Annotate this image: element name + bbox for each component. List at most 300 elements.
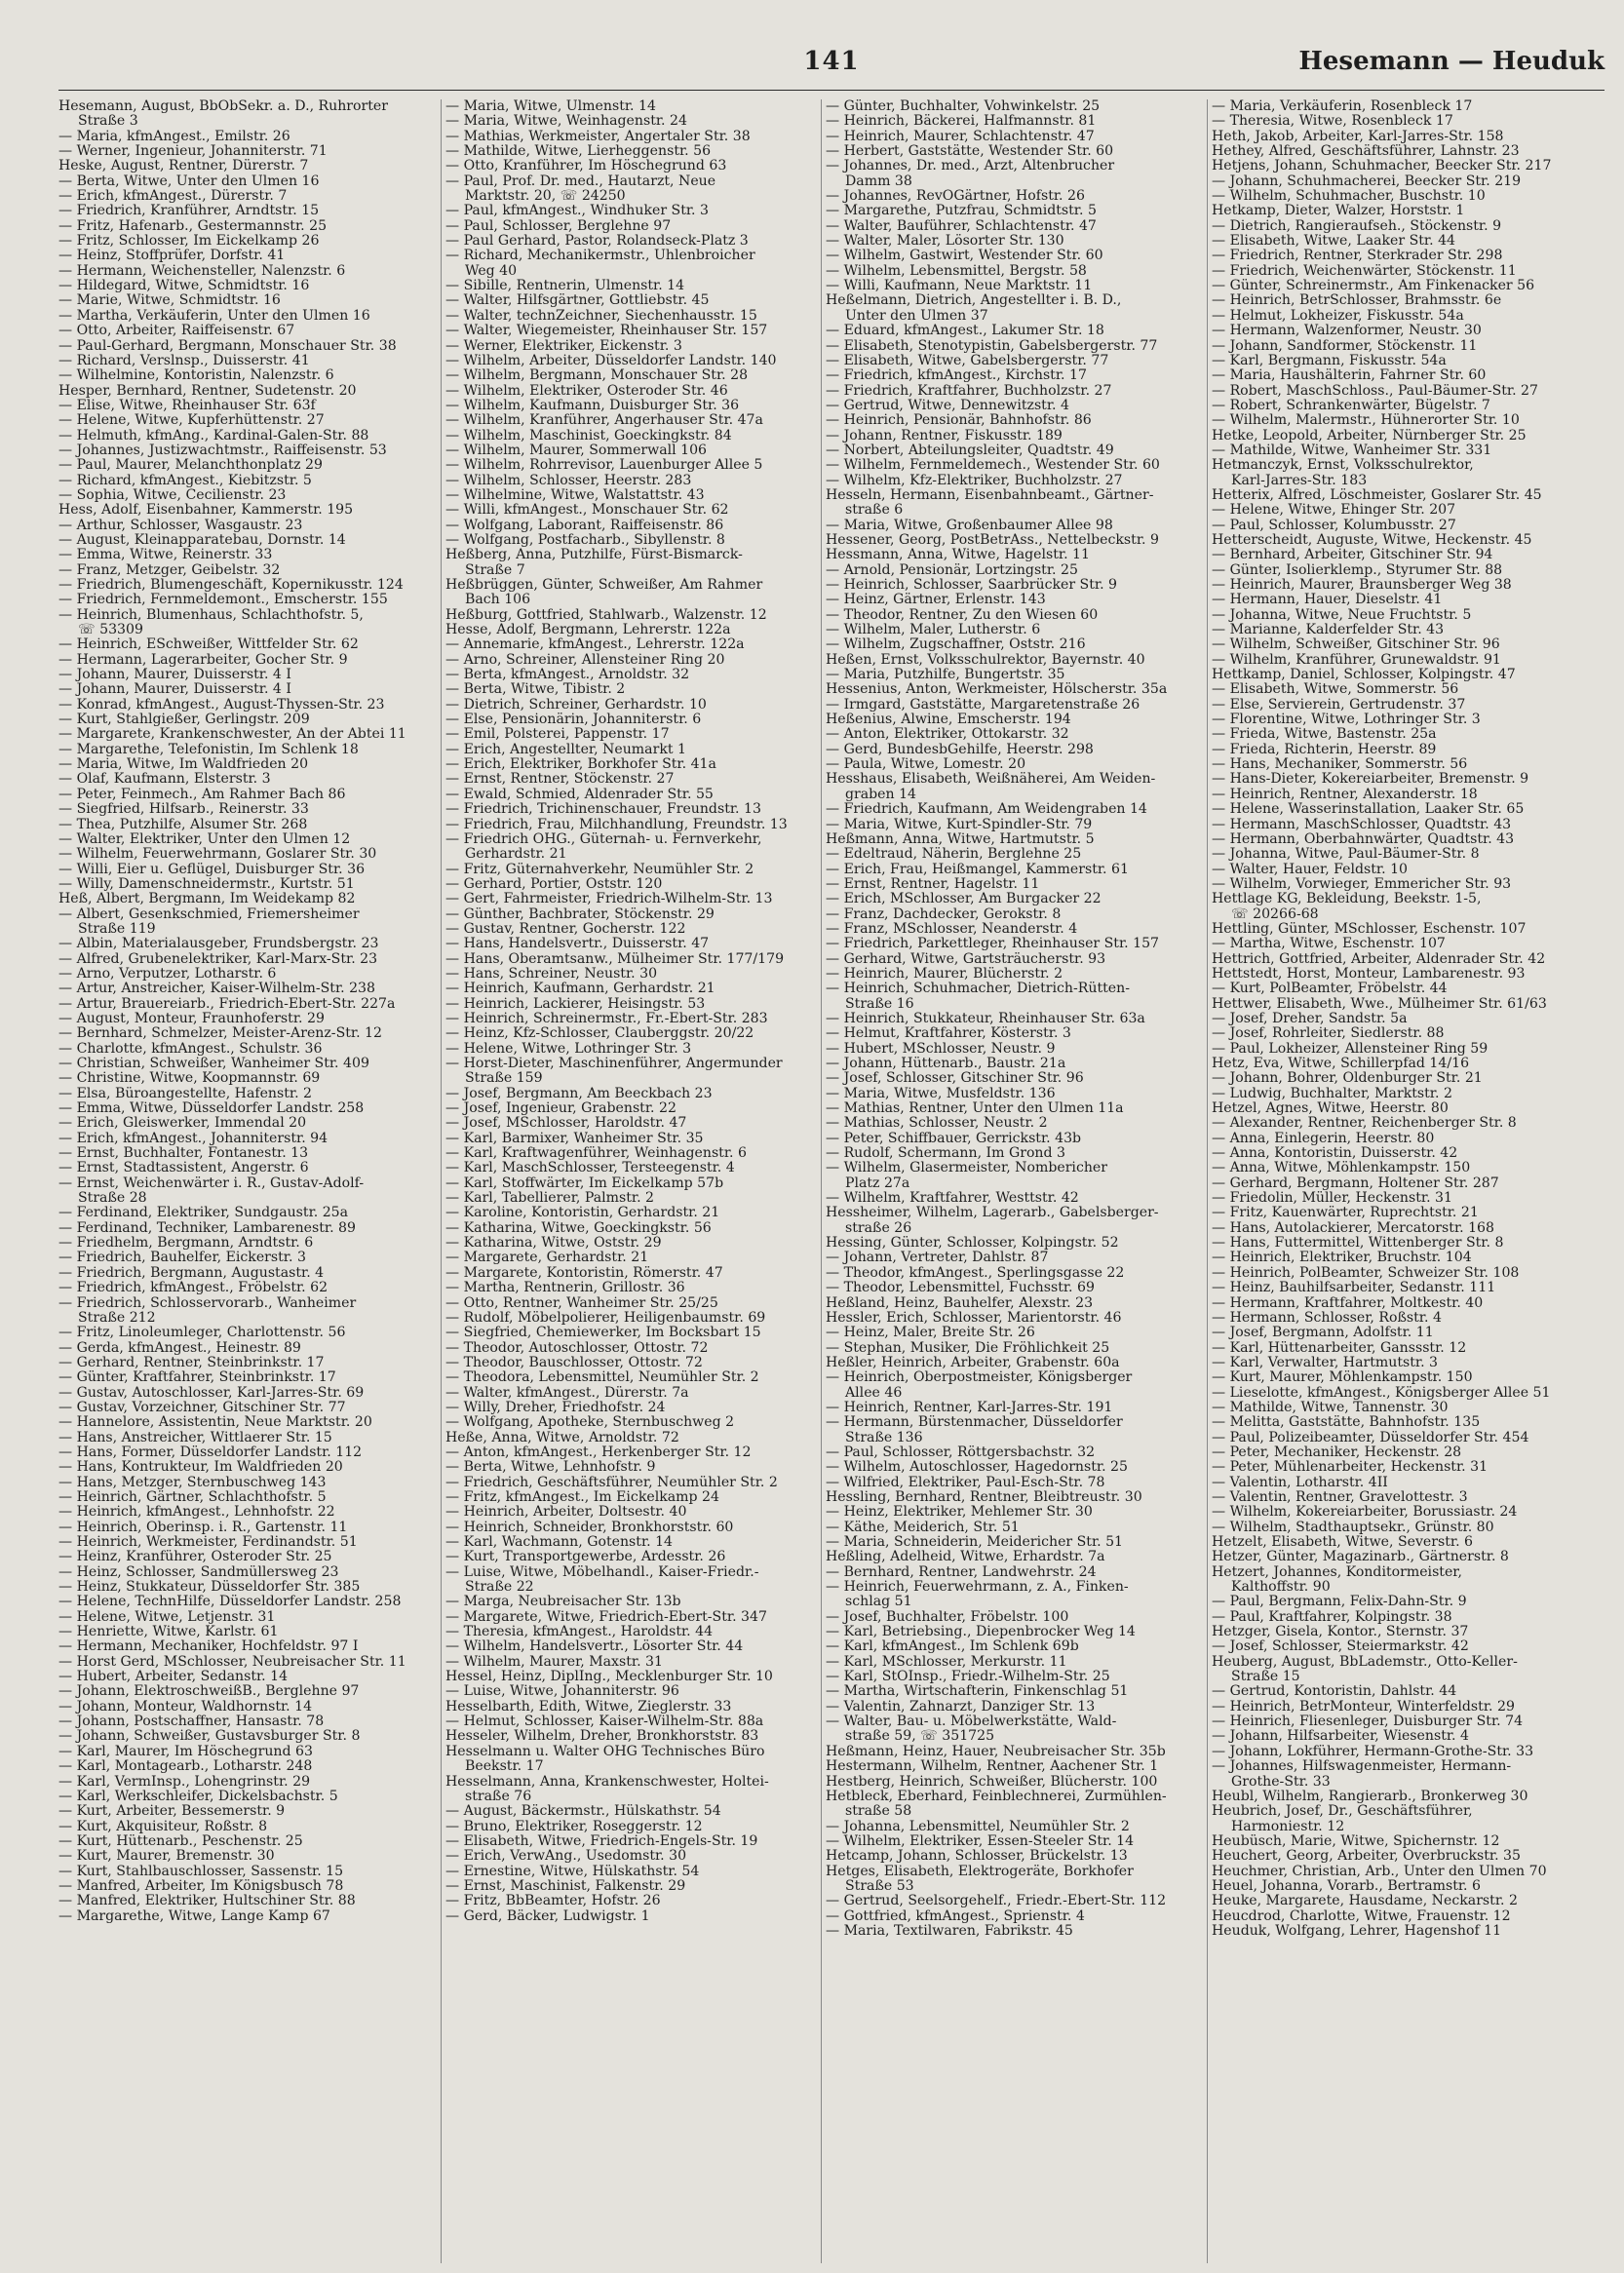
directory-entry: — Wilfried, Elektriker, Paul-Esch-Str. 78 (826, 1474, 1105, 1490)
directory-entry: — Karl, MaschSchlosser, Tersteegenstr. 4 (445, 1160, 735, 1176)
directory-entry: — Karl, Wachmann, Gotenstr. 14 (445, 1534, 674, 1550)
directory-entry: — Gertrud, Witwe, Dennewitzstr. 4 (826, 397, 1069, 413)
directory-entry: — Kurt, Arbeiter, Bessemerstr. 9 (58, 1803, 286, 1820)
directory-entry: — Else, Servierein, Gertrudenstr. 37 (1212, 696, 1466, 713)
directory-entry: — Walter, Hilfsgärtner, Gottliebstr. 45 (445, 292, 710, 309)
directory-entry: — Johann, Hüttenarb., Baustr. 21a (826, 1056, 1066, 1071)
directory-entry: — Luise, Witwe, Johanniterstr. 96 (445, 1683, 679, 1700)
directory-entry: — Heinrich, ESchweißer, Wittfelder Str. 62 (58, 636, 359, 653)
directory-entry: — Helene, Witwe, Ehinger Str. 207 (1212, 502, 1456, 519)
directory-entry: — Heinz, Bauhilfsarbeiter, Sedanstr. 111 (1212, 1280, 1496, 1296)
directory-entry: — Paul, Prof. Dr. med., Hautarzt, Neue (445, 173, 716, 189)
directory-entry: — Siegfried, Hilfsarb., Reinerstr. 33 (58, 801, 309, 818)
directory-entry: — Josef, Schlosser, Steiermarkstr. 42 (1212, 1638, 1469, 1655)
directory-entry: — Friedrich, Weichenwärter, Stöckenstr. 11 (1212, 262, 1517, 279)
entry-continuation: Bach 106 (465, 592, 531, 608)
directory-entry: — Helene, Wasserinstallation, Laaker Str. 65 (1212, 801, 1525, 818)
directory-entry: — Karl, Stoffwärter, Im Eickelkamp 57b (445, 1175, 724, 1191)
directory-entry: Hettlage KG, Bekleidung, Beekstr. 1-5, (1212, 891, 1482, 907)
directory-entry: — Theodor, kfmAngest., Sperlingsgasse 22 (826, 1264, 1125, 1281)
directory-entry: Heucdrod, Charlotte, Witwe, Frauenstr. 12 (1212, 1907, 1511, 1924)
directory-entry: — Bernhard, Rentner, Landwehrstr. 24 (826, 1563, 1097, 1580)
directory-entry: — Rudolf, Möbelpolierer, Heiligenbaumstr. 69 (445, 1309, 766, 1326)
directory-entry: — Fritz, kfmAngest., Im Eickelkamp 24 (445, 1488, 719, 1505)
directory-entry: — Marianne, Kalderfelder Str. 43 (1212, 622, 1445, 638)
directory-entry: — Erich, kfmAngest., Dürerstr. 7 (58, 188, 288, 205)
directory-entry: — Valentin, Zahnarzt, Danziger Str. 13 (826, 1698, 1096, 1714)
directory-entry: Heubl, Wilhelm, Rangierarb., Bronkerweg 30 (1212, 1788, 1528, 1804)
directory-entry: — Valentin, Lotharstr. 4II (1212, 1474, 1388, 1490)
directory-entry: — Johann, Schweißer, Gustavsburger Str. 8 (58, 1728, 361, 1745)
directory-entry: — Frieda, Witwe, Bastenstr. 25a (1212, 726, 1437, 743)
directory-entry: — Horst Gerd, MSchlosser, Neubreisacher Str. 11 (58, 1653, 406, 1670)
directory-entry: — Maria, Witwe, Weinhagenstr. 24 (445, 113, 687, 130)
directory-entry: — Paul, Schlosser, Röttgersbachstr. 32 (826, 1444, 1096, 1460)
directory-entry: — Maria, Schneiderin, Meidericher Str. 51 (826, 1534, 1124, 1550)
entry-continuation: ☏ 20266-68 (1231, 905, 1319, 922)
directory-entry: — Elisabeth, Witwe, Laaker Str. 44 (1212, 233, 1456, 250)
directory-entry: Hessler, Erich, Schlosser, Marientorstr. 46 (826, 1309, 1122, 1326)
directory-entry: — Hans, Mechaniker, Sommerstr. 56 (1212, 756, 1468, 773)
directory-entry: — Franz, Metzger, Geibelstr. 32 (58, 561, 281, 578)
directory-entry: — Johann, Schuhmacherei, Beecker Str. 219 (1212, 173, 1522, 189)
directory-entry: — Frieda, Richterin, Heerstr. 89 (1212, 741, 1437, 757)
directory-entry: — Johannes, Justizwachtmstr., Raiffeisenstr. 53 (58, 442, 387, 458)
directory-entry: — Hermann, Mechaniker, Hochfeldstr. 97 I (58, 1638, 359, 1655)
directory-entry: — Wilhelm, Schweißer, Gitschiner Str. 96 (1212, 636, 1500, 653)
directory-entry: — Helmut, Lokheizer, Fiskusstr. 54a (1212, 307, 1464, 324)
directory-entry: — Erich, kfmAngest., Johanniterstr. 94 (58, 1130, 329, 1146)
directory-entry: — Werner, Ingenieur, Johanniterstr. 71 (58, 143, 328, 160)
directory-entry: — Friedhelm, Bergmann, Arndtstr. 6 (58, 1235, 314, 1252)
directory-entry: — Gustav, Rentner, Gocherstr. 122 (445, 920, 686, 937)
entry-continuation: straße 6 (845, 502, 904, 519)
directory-entry: — Theodor, Autoschlosser, Ottostr. 72 (445, 1339, 709, 1356)
directory-entry: — Heinrich, Rentner, Alexanderstr. 18 (1212, 786, 1478, 802)
directory-entry: — Karl, Hüttenarbeiter, Ganssstr. 12 (1212, 1339, 1467, 1356)
directory-entry: — Wilhelm, Vorwieger, Emmericher Str. 93 (1212, 875, 1512, 892)
directory-entry: — Ferdinand, Techniker, Lambarenestr. 89 (58, 1219, 356, 1236)
directory-entry: — Mathias, Werkmeister, Angertaler Str. 38 (445, 128, 751, 144)
directory-entry: — Hermann, Hauer, Dieselstr. 41 (1212, 592, 1443, 608)
directory-entry: — Bernhard, Arbeiter, Gitschiner Str. 94 (1212, 547, 1493, 563)
directory-entry: — Maria, Textilwaren, Fabrikstr. 45 (826, 1922, 1073, 1939)
directory-entry: — Heinz, Schlosser, Sandmüllersweg 23 (58, 1563, 339, 1580)
directory-entry: — Otto, Kranführer, Im Höschegrund 63 (445, 158, 727, 174)
directory-entry: — Karl, Bergmann, Fiskusstr. 54a (1212, 352, 1447, 368)
directory-entry: — Elisabeth, Witwe, Sommerstr. 56 (1212, 681, 1459, 698)
directory-entry: Hesshaus, Elisabeth, Weißnäherei, Am Weiden- (826, 771, 1156, 788)
directory-entry: — Elisabeth, Witwe, Gabelsbergerstr. 77 (826, 352, 1109, 368)
directory-entry: — Fritz, BbBeamter, Hofstr. 26 (445, 1893, 661, 1909)
directory-entry: — Lieselotte, kfmAngest., Königsberger Allee 51 (1212, 1384, 1551, 1401)
directory-entry: Hettkamp, Daniel, Schlosser, Kolpingstr. 47 (1212, 667, 1516, 683)
directory-entry: — Irmgard, Gaststätte, Margaretenstraße 26 (826, 696, 1141, 713)
directory-entry: — Heinz, Stukkateur, Düsseldorfer Str. 385 (58, 1579, 361, 1596)
directory-entry: Hetzger, Gisela, Kontor., Sternstr. 37 (1212, 1624, 1469, 1640)
directory-entry: — Martha, Verkäuferin, Unter den Ulmen 16 (58, 307, 370, 324)
directory-entry: — Annemarie, kfmAngest., Lehrerstr. 122a (445, 636, 745, 653)
entry-continuation: graben 14 (845, 786, 917, 802)
directory-entry: Hesemann, August, BbObSekr. a. D., Ruhrorter (58, 99, 389, 114)
running-head: Hesemann — Heuduk (1298, 47, 1605, 76)
directory-entry: — Richard, kfmAngest., Kiebitzstr. 5 (58, 472, 312, 488)
directory-entry: Heth, Jakob, Arbeiter, Karl-Jarres-Str. 158 (1212, 128, 1504, 144)
page-number: 141 (803, 47, 860, 76)
entry-continuation: Unter den Ulmen 37 (845, 307, 988, 324)
directory-entry: — Melitta, Gaststätte, Bahnhofstr. 135 (1212, 1414, 1481, 1431)
directory-entry: — Wilhelm, Maurer, Sommerwall 106 (445, 442, 708, 458)
directory-entry: — Kurt, Akquisiteur, Roßstr. 8 (58, 1818, 268, 1834)
directory-entry: — Horst-Dieter, Maschinenführer, Angermunder (445, 1056, 783, 1071)
directory-entry: — Johann, Bohrer, Oldenburger Str. 21 (1212, 1070, 1483, 1087)
directory-entry: — Josef, Bergmann, Adolfstr. 11 (1212, 1325, 1434, 1341)
directory-entry: — Wilhelm, Rohrrevisor, Lauenburger Allee 5 (445, 457, 763, 474)
directory-entry: — Mathilde, Witwe, Tannenstr. 30 (1212, 1399, 1449, 1415)
directory-entry: — Richard, Verslnsp., Duisserstr. 41 (58, 352, 310, 368)
directory-entry: — Josef, MSchlosser, Haroldstr. 47 (445, 1115, 687, 1132)
directory-entry: — Johann, Vertreter, Dahlstr. 87 (826, 1250, 1049, 1266)
directory-entry: — Christine, Witwe, Koopmannstr. 69 (58, 1070, 321, 1087)
entry-continuation: Beekstr. 17 (465, 1758, 544, 1775)
directory-entry: — Paul, Bergmann, Felix-Dahn-Str. 9 (1212, 1594, 1467, 1610)
directory-entry: — Wilhelm, Kranführer, Grunewaldstr. 91 (1212, 651, 1501, 668)
directory-entry: — Karl, Barmixer, Wanheimer Str. 35 (445, 1130, 704, 1146)
directory-entry: — Hermann, Kraftfahrer, Moltkestr. 40 (1212, 1294, 1484, 1311)
directory-entry: — Walter, Bauführer, Schlachtenstr. 47 (826, 217, 1097, 234)
directory-entry: — Emma, Witwe, Reinerstr. 33 (58, 547, 273, 563)
directory-entry: Heßmann, Anna, Witwe, Hartmutstr. 5 (826, 830, 1095, 847)
directory-entry: — Friedrich, Trichinenschauer, Freundstr. 13 (445, 801, 761, 818)
directory-entry: — Hermann, Lagerarbeiter, Gocher Str. 9 (58, 651, 348, 668)
directory-entry: — Elsa, Büroangestellte, Hafenstr. 2 (58, 1085, 313, 1101)
directory-entry: — Kurt, PolBeamter, Fröbelstr. 44 (1212, 981, 1448, 997)
directory-entry: — Heinrich, Kaufmann, Gerhardstr. 21 (445, 981, 715, 997)
directory-entry: — Heinrich, Blumenhaus, Schlachthofstr. 5, (58, 606, 364, 623)
directory-entry: — Heinrich, BetrMonteur, Winterfeldstr. 29 (1212, 1698, 1515, 1714)
directory-entry: — Wilhelm, Handelsvertr., Lösorter Str. 44 (445, 1638, 744, 1655)
directory-entry: — Friedrich, Parkettleger, Rheinhauser Str. 157 (826, 936, 1160, 952)
directory-entry: Hesselmann, Anna, Krankenschwester, Holtei- (445, 1773, 769, 1790)
directory-entry: — Otto, Rentner, Wanheimer Str. 25/25 (445, 1294, 718, 1311)
directory-entry: — Gertrud, Seelsorgehelf., Friedr.-Ebert-Str. 112 (826, 1893, 1167, 1909)
directory-entry: — Wilhelm, Elektriker, Essen-Steeler Str. 14 (826, 1832, 1135, 1849)
directory-entry: Heuchmer, Christian, Arb., Unter den Ulmen 70 (1212, 1863, 1547, 1879)
directory-entry: — Fritz, Schlosser, Im Eickelkamp 26 (58, 233, 320, 250)
directory-entry: Heße, Anna, Witwe, Arnoldstr. 72 (445, 1429, 679, 1445)
directory-entry: — Wilhelm, Zugschaffner, Oststr. 216 (826, 636, 1086, 653)
directory-entry: — Willi, Kaufmann, Neue Marktstr. 11 (826, 278, 1093, 294)
directory-entry: — Martha, Wirtschafterin, Finkenschlag 51 (826, 1683, 1129, 1700)
directory-entry: — Valentin, Rentner, Gravelottestr. 3 (1212, 1488, 1468, 1505)
directory-entry: Heubrich, Josef, Dr., Geschäftsführer, (1212, 1803, 1473, 1820)
directory-entry: — Gottfried, kfmAngest., Sprienstr. 4 (826, 1907, 1085, 1924)
directory-entry: — Josef, Bergmann, Am Beeckbach 23 (445, 1085, 713, 1101)
directory-entry: Hetzer, Günter, Magazinarb., Gärtnerstr. 8 (1212, 1549, 1509, 1565)
directory-entry: — Kurt, Transportgewerbe, Ardesstr. 26 (445, 1549, 726, 1565)
directory-entry: Hessing, Günter, Schlosser, Kolpingstr. 52 (826, 1235, 1119, 1252)
directory-entry: Heß, Albert, Bergmann, Im Weidekamp 82 (58, 891, 356, 907)
directory-entry: — Elisabeth, Stenotypistin, Gabelsbergerstr. 77 (826, 337, 1158, 354)
directory-entry: — Helmuth, kfmAng., Kardinal-Galen-Str. 88 (58, 427, 369, 443)
directory-entry: — Friedrich, Schlosservorarb., Wanheimer (58, 1294, 357, 1311)
directory-entry: Hesseler, Wilhelm, Dreher, Bronkhorststr. 83 (445, 1728, 759, 1745)
directory-entry: — Katharina, Witwe, Goeckingkstr. 56 (445, 1219, 712, 1236)
directory-entry: — Karl, kfmAngest., Im Schlenk 69b (826, 1638, 1079, 1655)
directory-entry: — Arno, Schreiner, Allensteiner Ring 20 (445, 651, 725, 668)
directory-entry: — Wilhelm, Schuhmacher, Buschstr. 10 (1212, 188, 1486, 205)
directory-entry: — Emil, Polsterei, Pappenstr. 17 (445, 726, 670, 743)
directory-entry: — Olaf, Kaufmann, Elsterstr. 3 (58, 771, 271, 788)
directory-entry: — Erich, Elektriker, Borkhofer Str. 41a (445, 756, 716, 773)
directory-entry: — Hans, Anstreicher, Wittlaerer Str. 15 (58, 1429, 332, 1445)
directory-entry: — Heinrich, Feuerwehrmann, z. A., Finken- (826, 1579, 1129, 1596)
directory-entry: — Friedrich, Frau, Milchhandlung, Freundstr. 13 (445, 816, 788, 832)
directory-entry: — Johann, Hilfsarbeiter, Wiesenstr. 4 (1212, 1728, 1469, 1745)
directory-entry: — Franz, Dachdecker, Gerokstr. 8 (826, 905, 1062, 922)
entry-continuation: Allee 46 (845, 1384, 903, 1401)
directory-entry: — Walter, Wiegemeister, Rheinhauser Str. 157 (445, 323, 768, 339)
directory-entry: — Paul, Kraftfahrer, Kolpingstr. 38 (1212, 1608, 1452, 1625)
directory-entry: — Karl, StOInsp., Friedr.-Wilhelm-Str. 25 (826, 1669, 1110, 1685)
directory-entry: Hetzert, Johannes, Konditormeister, (1212, 1563, 1462, 1580)
directory-entry: — Josef, Buchhalter, Fröbelstr. 100 (826, 1608, 1069, 1625)
entry-continuation: Straße 16 (845, 995, 914, 1012)
directory-entry: — Wilhelm, Maler, Lutherstr. 6 (826, 622, 1041, 638)
directory-entry: Hesselbarth, Edith, Witwe, Zieglerstr. 33 (445, 1698, 732, 1714)
directory-entry: — Peter, Mechaniker, Heckenstr. 28 (1212, 1444, 1462, 1460)
entry-continuation: schlag 51 (845, 1594, 912, 1610)
directory-entry: — Theodora, Lebensmittel, Neumühler Str. 2 (445, 1369, 759, 1386)
directory-entry: — Helene, Witwe, Kupferhüttenstr. 27 (58, 412, 325, 429)
directory-entry: — Hans, Oberamtsanw., Mülheimer Str. 177/179 (445, 950, 785, 967)
directory-entry: — Maria, Putzhilfe, Bungertstr. 35 (826, 667, 1065, 683)
directory-entry: — Gerhard, Witwe, Gartsträucherstr. 93 (826, 950, 1106, 967)
directory-entry: — Arno, Verputzer, Lotharstr. 6 (58, 965, 277, 982)
directory-entry: — Walter, Elektriker, Unter den Ulmen 12 (58, 830, 351, 847)
directory-entry: — Berta, Witwe, Unter den Ulmen 16 (58, 173, 320, 189)
directory-entry: Hetbleck, Eberhard, Feinblechnerei, Zurmühlen- (826, 1788, 1167, 1804)
directory-entry: — Elise, Witwe, Rheinhauser Str. 63f (58, 397, 316, 413)
directory-entry: — Wilhelm, Arbeiter, Düsseldorfer Landstr. 140 (445, 352, 777, 368)
directory-entry: — Wilhelmine, Kontoristin, Nalenzstr. 6 (58, 367, 334, 384)
directory-entry: — Friedrich, Geschäftsführer, Neumühler Str. 2 (445, 1474, 778, 1490)
directory-entry: — Else, Pensionärin, Johanniterstr. 6 (445, 712, 702, 728)
directory-column-1 (58, 99, 441, 2263)
entry-continuation: Straße 53 (845, 1877, 914, 1894)
directory-entry: — Willi, Eier u. Geflügel, Duisburger Str. 36 (58, 861, 366, 877)
directory-entry: — Heinrich, kfmAngest., Lehnhofstr. 22 (58, 1504, 335, 1521)
directory-entry: — Paul, Schlosser, Berglehne 97 (445, 217, 672, 234)
directory-entry: — Katharina, Witwe, Oststr. 29 (445, 1235, 662, 1252)
directory-entry: — Wilhelm, Stadthauptsekr., Grünstr. 80 (1212, 1519, 1494, 1535)
directory-entry: Hetjens, Johann, Schuhmacher, Beecker Str. 217 (1212, 158, 1552, 174)
directory-entry: Hessling, Bernhard, Rentner, Bleibtreustr. 30 (826, 1488, 1142, 1505)
directory-entry: — Friedrich, Fernmeldemont., Emscherstr. 155 (58, 592, 388, 608)
directory-entry: — Wilhelm, Glasermeister, Nombericher (826, 1160, 1107, 1176)
directory-entry: Heßler, Heinrich, Arbeiter, Grabenstr. 60a (826, 1354, 1120, 1370)
directory-entry: Hessener, Georg, PostBetrAss., Nettelbeckstr. 9 (826, 531, 1159, 548)
directory-entry: — Heinrich, Schneider, Bronkhorststr. 60 (445, 1519, 734, 1535)
directory-entry: — Thea, Putzhilfe, Alsumer Str. 268 (58, 816, 308, 832)
directory-entry: — Friedolin, Müller, Heckenstr. 31 (1212, 1190, 1452, 1207)
directory-entry: — Karl, Kraftwagenführer, Weinhagenstr. 6 (445, 1145, 747, 1162)
directory-entry: — Heinrich, Stukkateur, Rheinhauser Str. 63a (826, 1010, 1145, 1026)
directory-entry: — Wilhelm, Kokereiarbeiter, Borussiastr. 24 (1212, 1504, 1518, 1521)
entry-continuation: Straße 159 (465, 1070, 543, 1087)
directory-entry: — Gertrud, Kontoristin, Dahlstr. 44 (1212, 1683, 1457, 1700)
directory-entry: — August, Kleinapparatebau, Dornstr. 14 (58, 531, 346, 548)
directory-entry: Hetterix, Alfred, Löschmeister, Goslarer Str. 45 (1212, 486, 1542, 503)
directory-entry: Hess, Adolf, Eisenbahner, Kammerstr. 195 (58, 502, 354, 519)
directory-entry: — Hermann, Walzenformer, Neustr. 30 (1212, 323, 1482, 339)
directory-entry: — Johann, Rentner, Fiskusstr. 189 (826, 427, 1063, 443)
directory-entry: Hetke, Leopold, Arbeiter, Nürnberger Str. 25 (1212, 427, 1527, 443)
directory-entry: — Johannes, RevOGärtner, Hofstr. 26 (826, 188, 1085, 205)
directory-entry: — Paul, Maurer, Melanchthonplatz 29 (58, 457, 323, 474)
directory-entry: — Edeltraud, Näherin, Berglehne 25 (826, 846, 1082, 863)
directory-entry: Hettling, Günter, MSchlosser, Eschenstr. 107 (1212, 920, 1527, 937)
directory-entry: — Heinrich, Elektriker, Bruchstr. 104 (1212, 1250, 1472, 1266)
directory-entry: — Walter, Hauer, Feldstr. 10 (1212, 861, 1409, 877)
directory-entry: — Heinrich, Maurer, Blücherstr. 2 (826, 965, 1063, 982)
directory-entry: — Artur, Anstreicher, Kaiser-Wilhelm-Str. 238 (58, 981, 375, 997)
directory-entry: — Kurt, Stahlgießer, Gerlingstr. 209 (58, 712, 310, 728)
directory-entry: Hessheimer, Wilhelm, Lagerarb., Gabelsberger- (826, 1205, 1159, 1221)
directory-entry: — Wilhelm, Kraftfahrer, Westtstr. 42 (826, 1190, 1079, 1207)
directory-entry: — Friedrich, Bauhelfer, Eickerstr. 3 (58, 1250, 306, 1266)
directory-entry: Hetzelt, Elisabeth, Witwe, Severstr. 6 (1212, 1534, 1474, 1550)
directory-entry: — Karl, Verwalter, Hartmutstr. 3 (1212, 1354, 1439, 1370)
entry-continuation: Straße 22 (465, 1579, 534, 1596)
directory-entry: — Maria, Witwe, Großenbaumer Allee 98 (826, 517, 1113, 533)
directory-entry: — Johanna, Witwe, Paul-Bäumer-Str. 8 (1212, 846, 1480, 863)
directory-entry: Hetmanczyk, Ernst, Volksschulrektor, (1212, 457, 1474, 474)
directory-entry: — Willi, kfmAngest., Monschauer Str. 62 (445, 502, 729, 519)
directory-entry: — Maria, kfmAngest., Emilstr. 26 (58, 128, 290, 144)
directory-entry: — Bruno, Elektriker, Roseggerstr. 12 (445, 1818, 703, 1834)
directory-entry: — Sophia, Witwe, Cecilienstr. 23 (58, 486, 287, 503)
directory-entry: Heuduk, Wolfgang, Lehrer, Hagenshof 11 (1212, 1922, 1502, 1939)
directory-entry: — Marie, Witwe, Schmidtstr. 16 (58, 292, 281, 309)
directory-entry: — Maria, Witwe, Ulmenstr. 14 (445, 99, 656, 114)
entry-continuation: Straße 3 (78, 113, 138, 130)
directory-entry: — Arthur, Schlosser, Wasgaustr. 23 (58, 517, 303, 533)
entry-continuation: Harmoniestr. 12 (1231, 1818, 1345, 1834)
directory-entry: — Hannelore, Assistentin, Neue Marktstr. 20 (58, 1414, 372, 1431)
directory-entry: — Gustav, Autoschlosser, Karl-Jarres-Str. 69 (58, 1384, 365, 1401)
directory-entry: Heßenius, Alwine, Emscherstr. 194 (826, 712, 1071, 728)
directory-entry: — Hans, Schreiner, Neustr. 30 (445, 965, 658, 982)
directory-entry: — Johann, Maurer, Duisserstr. 4 I (58, 667, 291, 683)
directory-entry: — Ernst, Rentner, Hagelstr. 11 (826, 875, 1040, 892)
directory-entry: — Wilhelm, Bergmann, Monschauer Str. 28 (445, 367, 749, 384)
directory-entry: — Erich, VerwAng., Usedomstr. 30 (445, 1848, 687, 1865)
directory-entry: — Ernst, Rentner, Stöckenstr. 27 (445, 771, 675, 788)
directory-entry: Heßburg, Gottfried, Stahlwarb., Walzenstr. 12 (445, 606, 767, 623)
directory-entry: — Karl, Montagearb., Lotharstr. 248 (58, 1758, 313, 1775)
directory-entry: Hettrich, Gottfried, Arbeiter, Aldenrader Str. 42 (1212, 950, 1546, 967)
directory-entry: — Theresia, Witwe, Rosenbleck 17 (1212, 113, 1453, 130)
directory-entry: — Hans, Metzger, Sternbuschweg 143 (58, 1474, 327, 1490)
directory-entry: — Heinz, Gärtner, Erlenstr. 143 (826, 592, 1046, 608)
directory-entry: — Wilhelm, Feuerwehrmann, Goslarer Str. 30 (58, 846, 377, 863)
directory-entry: — Heinrich, Werkmeister, Ferdinandstr. 51 (58, 1534, 358, 1550)
directory-entry: — Hans, Former, Düsseldorfer Landstr. 112 (58, 1444, 363, 1460)
directory-entry: — Margarete, Witwe, Friedrich-Ebert-Str. 347 (445, 1608, 767, 1625)
directory-entry: — Günter, Kraftfahrer, Steinbrinkstr. 17 (58, 1369, 336, 1386)
directory-entry: — Hubert, MSchlosser, Neustr. 9 (826, 1040, 1056, 1057)
directory-entry: Heske, August, Rentner, Dürerstr. 7 (58, 158, 309, 174)
directory-entry: Hesse, Adolf, Bergmann, Lehrerstr. 122a (445, 622, 731, 638)
directory-entry: Hessenius, Anton, Werkmeister, Hölscherstr. 35a (826, 681, 1168, 698)
directory-entry: — Peter, Schiffbauer, Gerrickstr. 43b (826, 1130, 1082, 1146)
directory-entry: — Luise, Witwe, Möbelhandl., Kaiser-Friedr.- (445, 1563, 759, 1580)
directory-entry: — Berta, Witwe, Lehnhofstr. 9 (445, 1459, 656, 1476)
directory-entry: — Heinrich, Fliesenleger, Duisburger Str. 74 (1212, 1714, 1524, 1730)
directory-entry: — Friedrich, kfmAngest., Fröbelstr. 62 (58, 1280, 329, 1296)
directory-entry: — Mathilde, Witwe, Lierheggenstr. 56 (445, 143, 712, 160)
entry-continuation: Karl-Jarres-Str. 183 (1231, 472, 1368, 488)
directory-entry: — Margarethe, Witwe, Lange Kamp 67 (58, 1907, 330, 1924)
directory-entry: — Hans, Handelsvertr., Duisserstr. 47 (445, 936, 710, 952)
directory-entry: — Richard, Mechanikermstr., Uhlenbroicher (445, 248, 755, 264)
directory-entry: — Erich, Gleiswerker, Immendal 20 (58, 1115, 307, 1132)
directory-entry: Heßling, Adelheid, Witwe, Erhardstr. 7a (826, 1549, 1105, 1565)
directory-entry: Hesseln, Hermann, Eisenbahnbeamt., Gärtner- (826, 486, 1154, 503)
directory-entry: Heßberg, Anna, Putzhilfe, Fürst-Bismarck- (445, 547, 743, 563)
directory-entry: — Maria, Witwe, Im Waldfrieden 20 (58, 756, 309, 773)
directory-entry: — Paul, Polizeibeamter, Düsseldorfer Str. 454 (1212, 1429, 1529, 1445)
directory-entry: — Wilhelm, Fernmeldemech., Westender Str. 60 (826, 457, 1160, 474)
directory-entry: — Josef, Ingenieur, Grabenstr. 22 (445, 1100, 677, 1117)
directory-entry: — Friedrich, Rentner, Sterkrader Str. 298 (1212, 248, 1503, 264)
directory-entry: — Paul, kfmAngest., Windhuker Str. 3 (445, 203, 709, 219)
directory-entry: — Heinrich, Oberinsp. i. R., Gartenstr. 11 (58, 1519, 348, 1535)
directory-entry: — Dietrich, Schreiner, Gerhardstr. 10 (445, 696, 707, 713)
directory-entry: — Helene, Witwe, Lothringer Str. 3 (445, 1040, 692, 1057)
directory-entry: Hetcamp, Johann, Schlosser, Brückelstr. 13 (826, 1848, 1128, 1865)
directory-entry: — Peter, Mühlenarbeiter, Heckenstr. 31 (1212, 1459, 1489, 1476)
directory-entry: — Anton, kfmAngest., Herkenberger Str. 12 (445, 1444, 752, 1460)
directory-entry: — Heinrich, BetrSchlosser, Brahmsstr. 6e (1212, 292, 1502, 309)
directory-entry: — Heinrich, Arbeiter, Doltsestr. 40 (445, 1504, 687, 1521)
directory-entry: — Gustav, Vorzeichner, Gitschiner Str. 77 (58, 1399, 346, 1415)
entry-continuation: ☏ 53309 (78, 622, 143, 638)
directory-entry: — Heinrich, Schlosser, Saarbrücker Str. 9 (826, 577, 1117, 593)
directory-entry: — Wilhelm, Maurer, Maxstr. 31 (445, 1653, 663, 1670)
directory-entry: — Johann, Sandformer, Stöckenstr. 11 (1212, 337, 1478, 354)
directory-entry: Heuke, Margarete, Hausdame, Neckarstr. 2 (1212, 1893, 1518, 1909)
directory-column-4 (1207, 99, 1608, 2263)
directory-entry: — Heinz, Kfz-Schlosser, Clauberggstr. 20/22 (445, 1025, 754, 1042)
directory-entry: — Florentine, Witwe, Lothringer Str. 3 (1212, 712, 1481, 728)
directory-entry: Heßland, Heinz, Bauhelfer, Alexstr. 23 (826, 1294, 1094, 1311)
directory-entry: — Wilhelm, Kaufmann, Duisburger Str. 36 (445, 397, 740, 413)
directory-entry: — Albert, Gesenkschmied, Friemersheimer (58, 905, 360, 922)
directory-entry: Hesselmann u. Walter OHG Technisches Büro (445, 1743, 765, 1759)
entry-continuation: straße 58 (845, 1803, 912, 1820)
directory-entry: — Manfred, Arbeiter, Im Königsbusch 78 (58, 1877, 344, 1894)
directory-entry: — Gerhard, Bergmann, Holtener Str. 287 (1212, 1175, 1499, 1191)
directory-entry: — Gert, Fahrmeister, Friedrich-Wilhelm-Str. 13 (445, 891, 773, 907)
directory-entry: — Gerd, BundesbGehilfe, Heerstr. 298 (826, 741, 1094, 757)
directory-entry: — Heinz, Stoffprüfer, Dorfstr. 41 (58, 248, 286, 264)
directory-entry: — Martha, Witwe, Eschenstr. 107 (1212, 936, 1446, 952)
directory-entry: — Heinrich, Maurer, Schlachtenstr. 47 (826, 128, 1095, 144)
directory-entry: — Charlotte, kfmAngest., Schulstr. 36 (58, 1040, 323, 1057)
directory-entry: Hettwer, Elisabeth, Wwe., Mülheimer Str. 61/63 (1212, 995, 1547, 1012)
